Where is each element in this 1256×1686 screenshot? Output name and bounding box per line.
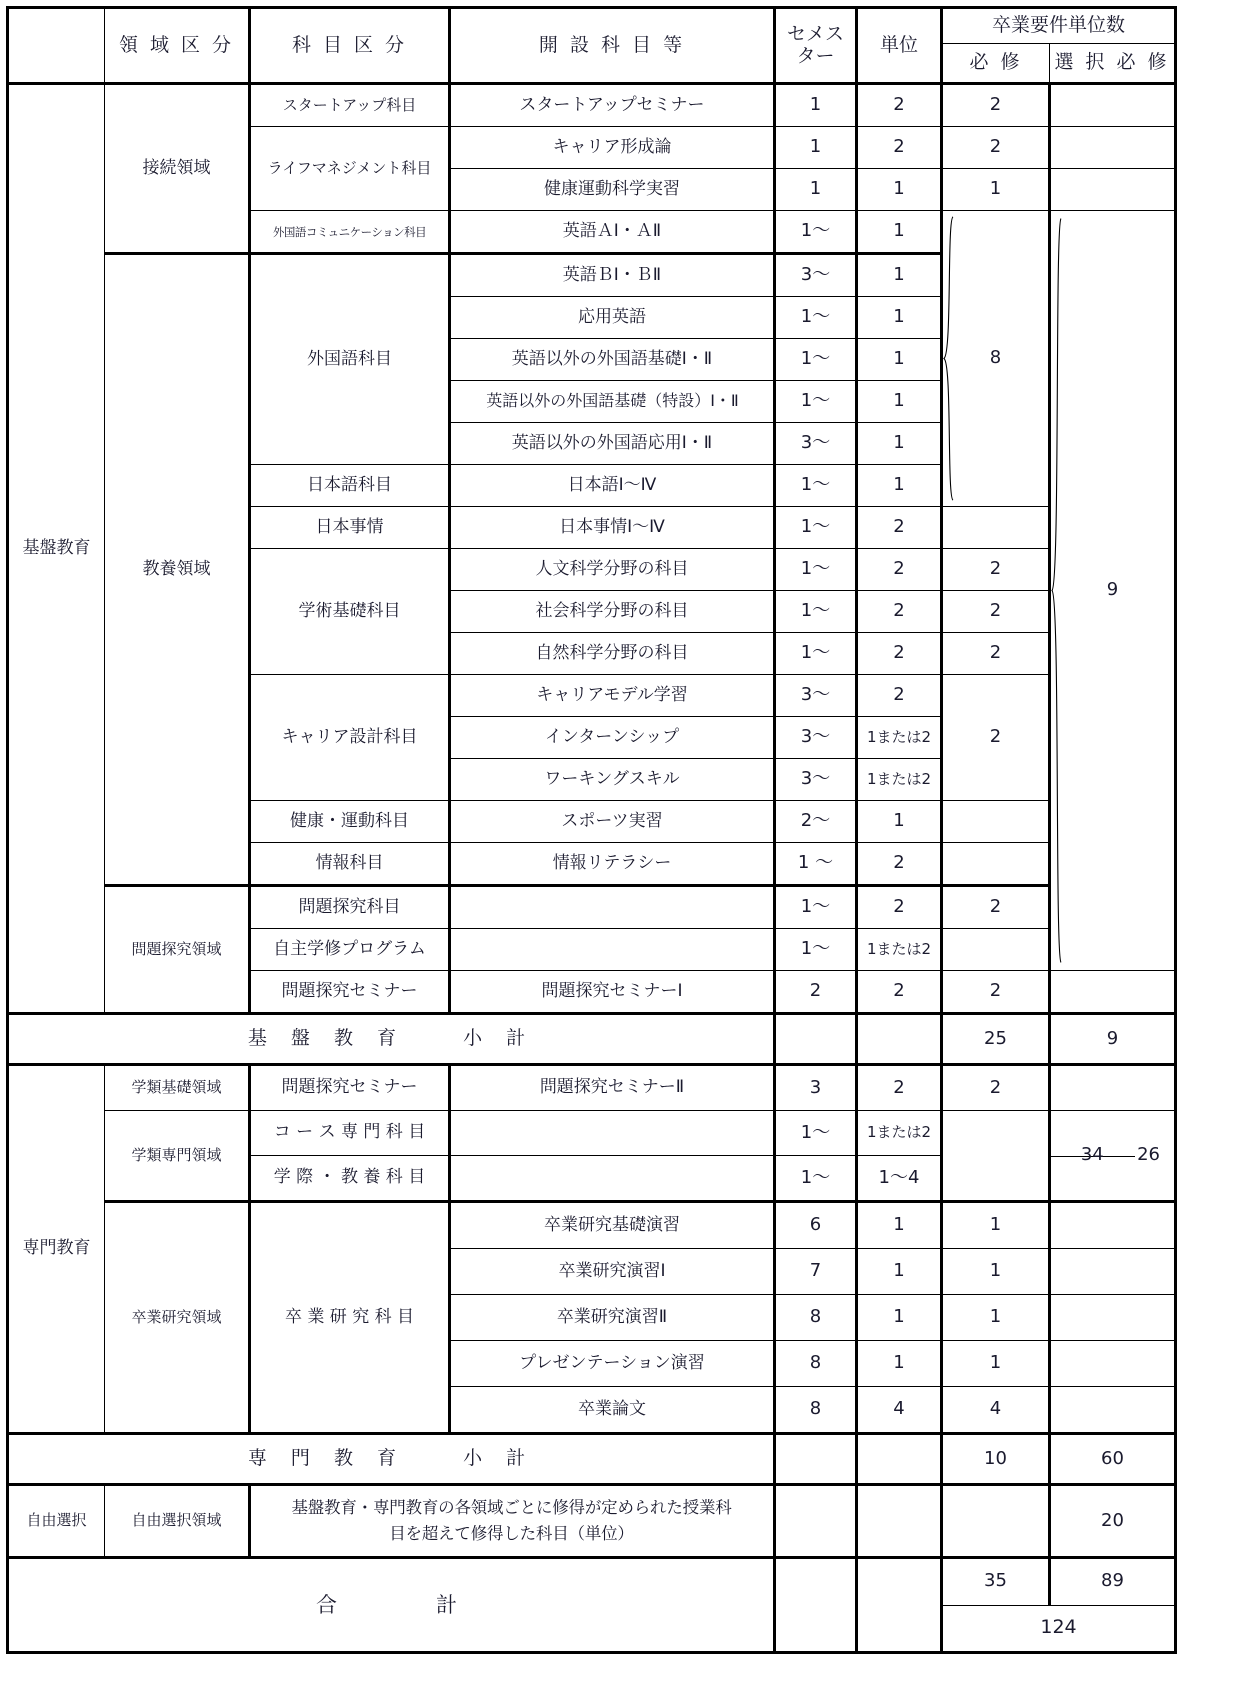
credit-value: 1または2 bbox=[857, 759, 942, 801]
category-life-management: ライフマネジメント科目 bbox=[250, 127, 450, 211]
category-course-specialized: コ ー ス 専 門 科 目 bbox=[250, 1111, 450, 1156]
credit-value: 1 bbox=[857, 1202, 942, 1249]
semester-value: 1〜 bbox=[775, 339, 857, 381]
free-selection-note-line2: 目を超えて修得した科目（単位） bbox=[389, 1524, 634, 1543]
semester-value: 2〜 bbox=[775, 801, 857, 843]
credit-value: 1 bbox=[857, 801, 942, 843]
table-row bbox=[8, 1065, 1176, 1111]
course-name bbox=[450, 929, 775, 971]
required-value: 2 bbox=[942, 633, 1050, 675]
semester-value: 7 bbox=[775, 1249, 857, 1295]
semester-value: 8 bbox=[775, 1387, 857, 1434]
subtotal-semester-blank bbox=[775, 1014, 857, 1065]
subtotal-label-specialized: 専 門 教 育 小 計 bbox=[8, 1434, 775, 1485]
course-name: 英語以外の外国語応用Ⅰ・Ⅱ bbox=[450, 423, 775, 465]
course-name bbox=[450, 886, 775, 929]
course-name: 英語以外の外国語基礎Ⅰ・Ⅱ bbox=[450, 339, 775, 381]
course-name: 問題探究セミナーⅡ bbox=[450, 1065, 775, 1111]
area-connection: 接続領域 bbox=[105, 84, 250, 254]
area-free-selection: 自由選択領域 bbox=[105, 1485, 250, 1558]
table-row bbox=[8, 1202, 1176, 1249]
semester-value: 1 bbox=[775, 127, 857, 169]
credit-value: 2 bbox=[857, 633, 942, 675]
credit-value: 1または2 bbox=[857, 929, 942, 971]
semester-value: 1〜 bbox=[775, 886, 857, 929]
subtotal-row-specialized bbox=[8, 1434, 1176, 1485]
area-liberal: 教養領域 bbox=[105, 254, 250, 886]
free-required-blank bbox=[942, 1485, 1050, 1558]
course-name: プレゼンテーション演習 bbox=[450, 1341, 775, 1387]
required-value: 2 bbox=[942, 886, 1050, 929]
semester-value: 3〜 bbox=[775, 423, 857, 465]
header-division: 領 域 区 分 bbox=[105, 8, 250, 84]
table-row bbox=[8, 1111, 1176, 1156]
required-value: 4 bbox=[942, 1387, 1050, 1434]
category-startup: スタートアップ科目 bbox=[250, 84, 450, 127]
course-name bbox=[450, 1156, 775, 1202]
subtotal-semester-blank bbox=[775, 1434, 857, 1485]
elective-value bbox=[1050, 1387, 1176, 1434]
area-inquiry: 問題探究領域 bbox=[105, 886, 250, 1014]
category-health-sports: 健康・運動科目 bbox=[250, 801, 450, 843]
course-name: 人文科学分野の科目 bbox=[450, 549, 775, 591]
semester-value: 1〜 bbox=[775, 381, 857, 423]
subtotal-elective-foundation: 9 bbox=[1050, 1014, 1176, 1065]
category-japan-affairs: 日本事情 bbox=[250, 507, 450, 549]
credit-value: 2 bbox=[857, 971, 942, 1014]
course-name: 情報リテラシー bbox=[450, 843, 775, 886]
credit-value: 2 bbox=[857, 549, 942, 591]
curriculum-table bbox=[6, 6, 1177, 1654]
course-name: 英語以外の外国語基礎（特設）Ⅰ・Ⅱ bbox=[450, 381, 775, 423]
category-self-study: 自主学修プログラム bbox=[250, 929, 450, 971]
category-information: 情報科目 bbox=[250, 843, 450, 886]
elective-value bbox=[1050, 84, 1176, 127]
free-elective-value: 20 bbox=[1050, 1485, 1176, 1558]
semester-value: 1 〜 bbox=[775, 843, 857, 886]
section-free: 自由選択 bbox=[8, 1485, 105, 1558]
total-row-top bbox=[8, 1558, 1176, 1606]
elective-value bbox=[1050, 169, 1176, 211]
course-name bbox=[450, 1111, 775, 1156]
credit-value: 1 bbox=[857, 339, 942, 381]
required-value: 2 bbox=[942, 591, 1050, 633]
category-academic-basic: 学術基礎科目 bbox=[250, 549, 450, 675]
elective-value bbox=[1050, 1202, 1176, 1249]
category-inquiry-seminar: 問題探究セミナー bbox=[250, 971, 450, 1014]
course-name: 問題探究セミナーⅠ bbox=[450, 971, 775, 1014]
credit-value: 1 bbox=[857, 169, 942, 211]
elective-group-liberal: 9 bbox=[1050, 211, 1176, 971]
curriculum-table-page bbox=[0, 6, 1256, 1686]
course-name: スタートアップセミナー bbox=[450, 84, 775, 127]
course-name: 応用英語 bbox=[450, 297, 775, 339]
credit-value: 2 bbox=[857, 843, 942, 886]
elective-value bbox=[1050, 1295, 1176, 1341]
semester-value: 2 bbox=[775, 971, 857, 1014]
semester-value: 1〜 bbox=[775, 633, 857, 675]
elective-value bbox=[1050, 127, 1176, 169]
subtotal-row-foundation bbox=[8, 1014, 1176, 1065]
total-label: 合 計 bbox=[8, 1558, 775, 1653]
credit-value: 2 bbox=[857, 591, 942, 633]
credit-value: 1 bbox=[857, 1341, 942, 1387]
subtotal-required-specialized: 10 bbox=[942, 1434, 1050, 1485]
credit-value: 1 bbox=[857, 381, 942, 423]
category-interdisciplinary: 学 際 ・ 教 養 科 目 bbox=[250, 1156, 450, 1202]
required-value bbox=[942, 843, 1050, 886]
header-category: 科 目 区 分 bbox=[250, 8, 450, 84]
free-selection-note-line1: 基盤教育・専門教育の各領域ごとに修得が定められた授業科 bbox=[291, 1498, 732, 1518]
course-name: 卒業研究演習Ⅱ bbox=[450, 1295, 775, 1341]
credit-value: 1 bbox=[857, 423, 942, 465]
credit-value: 2 bbox=[857, 1065, 942, 1111]
total-credit-blank bbox=[857, 1558, 942, 1653]
header-credit: 単位 bbox=[857, 8, 942, 84]
semester-value: 3〜 bbox=[775, 675, 857, 717]
semester-value: 1〜 bbox=[775, 929, 857, 971]
table-row bbox=[8, 84, 1176, 127]
free-selection-note bbox=[250, 1485, 775, 1558]
semester-value: 1〜 bbox=[775, 549, 857, 591]
course-name: 卒業研究基礎演習 bbox=[450, 1202, 775, 1249]
credit-value: 1 bbox=[857, 1295, 942, 1341]
credit-value: 1 bbox=[857, 297, 942, 339]
brace-icon bbox=[942, 211, 958, 506]
semester-value: 1〜 bbox=[775, 591, 857, 633]
required-value: 2 bbox=[942, 1065, 1050, 1111]
header-graduation-requirement: 卒業要件単位数 bbox=[942, 8, 1176, 44]
header-semester: セメス ター bbox=[775, 8, 857, 84]
semester-value: 1 bbox=[775, 84, 857, 127]
subtotal-required-foundation: 25 bbox=[942, 1014, 1050, 1065]
header-required: 必 修 bbox=[942, 44, 1050, 84]
credit-value: 1 bbox=[857, 1249, 942, 1295]
subtotal-credit-blank bbox=[857, 1434, 942, 1485]
subtotal-label-foundation: 基 盤 教 育 小 計 bbox=[8, 1014, 775, 1065]
semester-value: 1〜 bbox=[775, 211, 857, 254]
credit-value: 2 bbox=[857, 127, 942, 169]
elective-value bbox=[1050, 971, 1176, 1014]
course-name: 自然科学分野の科目 bbox=[450, 633, 775, 675]
required-value: 1 bbox=[942, 1249, 1050, 1295]
semester-value: 3〜 bbox=[775, 759, 857, 801]
required-value: 1 bbox=[942, 1202, 1050, 1249]
course-name: スポーツ実習 bbox=[450, 801, 775, 843]
course-name: キャリアモデル学習 bbox=[450, 675, 775, 717]
required-value: 2 bbox=[942, 127, 1050, 169]
table-row bbox=[8, 886, 1176, 929]
required-value: 1 bbox=[942, 1295, 1050, 1341]
total-semester-blank bbox=[775, 1558, 857, 1653]
header-elective-required: 選 択 必 修 bbox=[1050, 44, 1176, 84]
elective-value-34: 34 bbox=[1051, 1156, 1135, 1157]
course-name: 卒業論文 bbox=[450, 1387, 775, 1434]
course-name: ワーキングスキル bbox=[450, 759, 775, 801]
required-value bbox=[942, 507, 1050, 549]
total-elective: 89 bbox=[1050, 1558, 1176, 1606]
required-value: 1 bbox=[942, 1341, 1050, 1387]
course-name: 日本語Ⅰ〜Ⅳ bbox=[450, 465, 775, 507]
credit-value: 1または2 bbox=[857, 717, 942, 759]
section-foundation: 基盤教育 bbox=[8, 84, 105, 1014]
course-name: 日本事情Ⅰ〜Ⅳ bbox=[450, 507, 775, 549]
credit-value: 1 bbox=[857, 211, 942, 254]
credit-value: 1〜4 bbox=[857, 1156, 942, 1202]
required-value: 2 bbox=[942, 84, 1050, 127]
semester-value: 1〜 bbox=[775, 507, 857, 549]
required-group-career: 2 bbox=[942, 675, 1050, 801]
required-value: 2 bbox=[942, 549, 1050, 591]
header-row-1 bbox=[8, 8, 1176, 44]
subtotal-elective-specialized: 60 bbox=[1050, 1434, 1176, 1485]
subtotal-credit-blank bbox=[857, 1014, 942, 1065]
category-inquiry-seminar-2: 問題探究セミナー bbox=[250, 1065, 450, 1111]
course-name: 健康運動科学実習 bbox=[450, 169, 775, 211]
total-grand: 124 bbox=[942, 1605, 1176, 1653]
semester-value: 3 bbox=[775, 1065, 857, 1111]
area-graduation-research: 卒業研究領域 bbox=[105, 1202, 250, 1434]
semester-value: 6 bbox=[775, 1202, 857, 1249]
credit-value: 1 bbox=[857, 254, 942, 297]
credit-value: 2 bbox=[857, 507, 942, 549]
category-graduation-research-subject: 卒 業 研 究 科 目 bbox=[250, 1202, 450, 1434]
semester-value: 1〜 bbox=[775, 1111, 857, 1156]
required-value: 2 bbox=[942, 971, 1050, 1014]
semester-value: 1 bbox=[775, 169, 857, 211]
category-japanese: 日本語科目 bbox=[250, 465, 450, 507]
course-name: 社会科学分野の科目 bbox=[450, 591, 775, 633]
credit-value: 1または2 bbox=[857, 1111, 942, 1156]
semester-value: 8 bbox=[775, 1295, 857, 1341]
category-inquiry-subject: 問題探究科目 bbox=[250, 886, 450, 929]
elective-value bbox=[1050, 1341, 1176, 1387]
required-value bbox=[942, 801, 1050, 843]
required-value: 1 bbox=[942, 169, 1050, 211]
header-corner-blank bbox=[8, 8, 105, 84]
credit-value: 4 bbox=[857, 1387, 942, 1434]
semester-value: 1〜 bbox=[775, 297, 857, 339]
course-name: インターンシップ bbox=[450, 717, 775, 759]
free-selection-row bbox=[8, 1485, 1176, 1558]
elective-group-dept-specialized: 34 26 bbox=[1050, 1111, 1176, 1202]
course-name: 英語ＡⅠ・ＡⅡ bbox=[450, 211, 775, 254]
free-semester-blank bbox=[775, 1485, 857, 1558]
semester-value: 3〜 bbox=[775, 254, 857, 297]
category-foreign-communication: 外国語コミュニケーション科目 bbox=[250, 211, 450, 254]
area-dept-specialized: 学類専門領域 bbox=[105, 1111, 250, 1202]
credit-value: 2 bbox=[857, 675, 942, 717]
course-name: キャリア形成論 bbox=[450, 127, 775, 169]
credit-value: 2 bbox=[857, 84, 942, 127]
semester-value: 1〜 bbox=[775, 465, 857, 507]
required-value bbox=[942, 929, 1050, 971]
semester-value: 1〜 bbox=[775, 1156, 857, 1202]
section-specialized: 専門教育 bbox=[8, 1065, 105, 1434]
course-name: 卒業研究演習Ⅰ bbox=[450, 1249, 775, 1295]
elective-value bbox=[1050, 1249, 1176, 1295]
category-career-design: キャリア設計科目 bbox=[250, 675, 450, 801]
total-required: 35 bbox=[942, 1558, 1050, 1606]
area-dept-basic: 学類基礎領域 bbox=[105, 1065, 250, 1111]
required-blank-dept bbox=[942, 1111, 1050, 1202]
free-credit-blank bbox=[857, 1485, 942, 1558]
course-name: 英語ＢⅠ・ＢⅡ bbox=[450, 254, 775, 297]
credit-value: 2 bbox=[857, 886, 942, 929]
header-course: 開 設 科 目 等 bbox=[450, 8, 775, 84]
semester-value: 3〜 bbox=[775, 717, 857, 759]
elective-value bbox=[1050, 1065, 1176, 1111]
category-foreign-language: 外国語科目 bbox=[250, 254, 450, 465]
brace-icon bbox=[1050, 211, 1066, 970]
semester-value: 8 bbox=[775, 1341, 857, 1387]
required-group-foreign-language: 8 bbox=[942, 211, 1050, 507]
credit-value: 1 bbox=[857, 465, 942, 507]
